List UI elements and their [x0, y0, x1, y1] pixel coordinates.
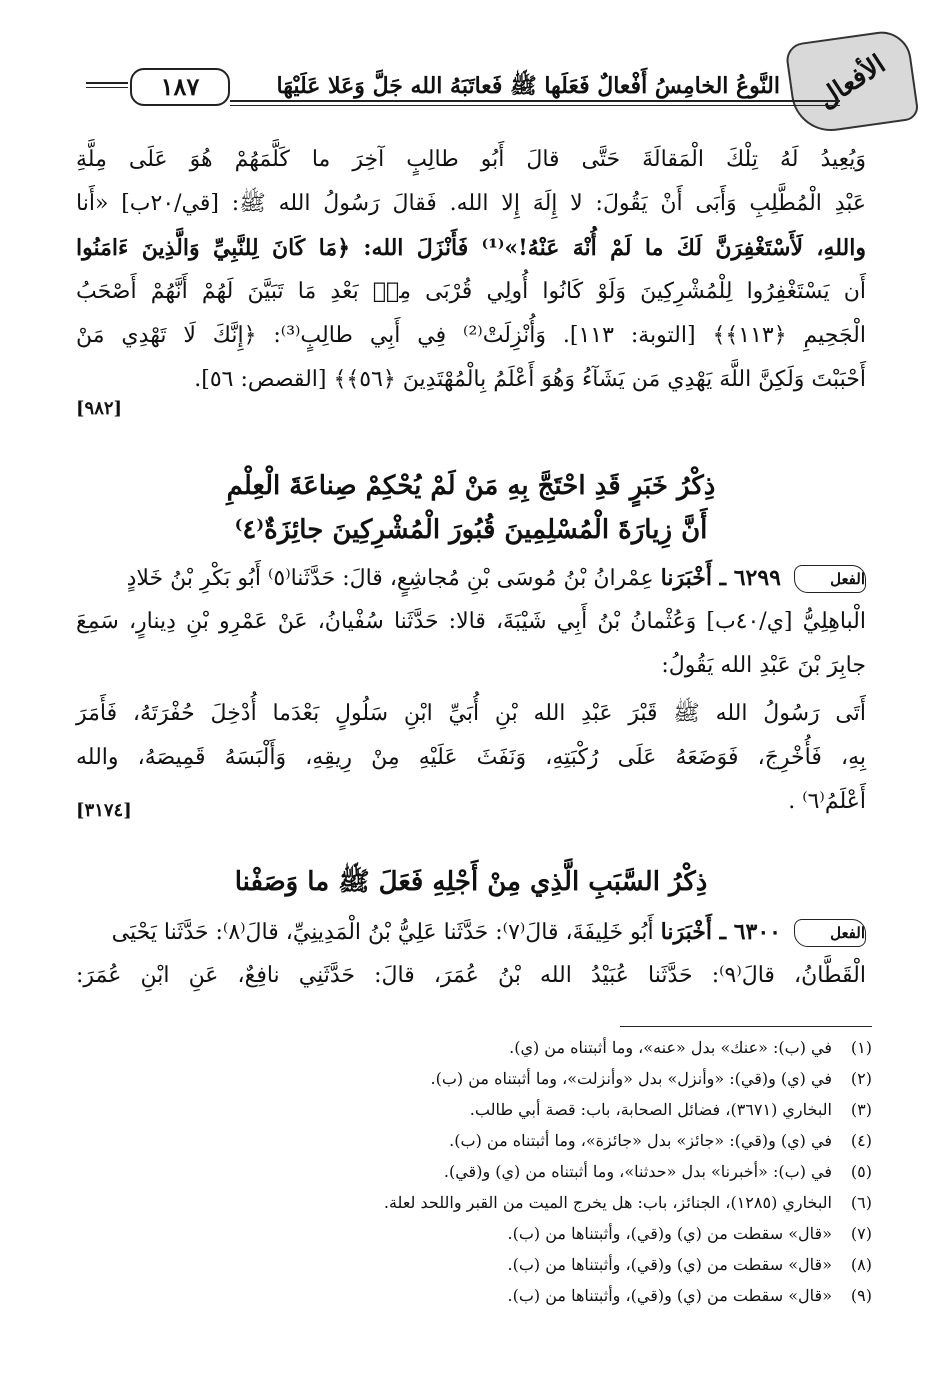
section-heading-2: ذِكْرُ السَّبَبِ الَّذِي مِنْ أَجْلِهِ فَعَلَ ﷺ ما وَصَفْنا: [234, 867, 708, 897]
hadith-text: أَبُو خَلِيفَةَ، قالَ⁽٧⁾: حَدَّثَنا عَلِيُّ بْنُ الْمَدِينِيِّ، قالَ⁽٨⁾: حَدَّثَنا يَحْيَى: [111, 920, 654, 945]
text-line: أَن يَسْتَغْفِرُوا لِلْمُشْرِكِينَ وَلَوْ كَانُوا أُولِي قُرْبَى مِنۢ بَعْدِ مَا تَبَيَّنَ لَهُمْ أَنَّهُمْ أَصْحَبُ: [76, 279, 866, 304]
footnote-number: (٧): [850, 1224, 872, 1243]
footnote-text: في (ي) و(قي): «جائز» بدل «جائزة»، وما أثبتناه من (ب).: [449, 1131, 832, 1150]
text-line: الْجَحِيمِ ﴿١١٣﴾﴾ [التوبة: ١١٣]. وَأُنْزِلَتْ⁽²⁾ فِي أَبِي طالِبٍ⁽³⁾: ﴿إِنَّكَ لَا تَهْدِي مَنْ: [76, 323, 866, 348]
hadith-tag: الفعل: [794, 565, 866, 593]
text-line: عَبْدِ الْمُطَّلِبِ وَأَبَى أَنْ يَقُولَ: لا إِلَهَ إِلا الله. فَقالَ رَسُولُ الله ﷺ: [قي/٢٠ب] «أَنا: [76, 191, 867, 216]
section-heading-1b: أَنَّ زِيارَةَ الْمُسْلِمِينَ قُبُورَ الْمُشْرِكِينَ جائِزَةٌ⁽٤⁾: [234, 515, 708, 545]
footnote-text: في (ب): «أخبرنا» بدل «حدثنا»، وما أثبتناه من (ي) و(قي).: [443, 1162, 832, 1181]
text-line: وَيُعِيدُ لَهُ تِلْكَ الْمَقالَةَ حَتَّى قالَ أَبُو طالِبٍ آخِرَ ما كَلَّمَهُمْ هُوَ عَلَى مِلَّةِ: [76, 147, 866, 172]
footnote-number: (٢): [850, 1069, 872, 1088]
footnote: [72, 1249, 872, 1280]
footnote-text: في (ب): «عنك» بدل «عنه»، وما أثبتناه من (ي).: [509, 1038, 832, 1057]
footnote-number: (١): [850, 1038, 872, 1057]
footnote-text: البخاري (١٢٨٥)، الجنائز، باب: هل يخرج الميت من القبر واللحد لعلة.: [383, 1193, 832, 1212]
section-badge: [784, 28, 920, 136]
footnote-text: البخاري (٣٦٧١)، فضائل الصحابة، باب: قصة أبي طالب.: [469, 1100, 832, 1119]
hadith-ref-3174: [٣١٧٤]: [76, 800, 132, 821]
hadith-6300-isnad: [76, 910, 866, 998]
text-line: [76, 910, 866, 954]
header-rule-left: [86, 82, 128, 88]
footnote-number: (٤): [850, 1131, 872, 1150]
header-rule: [230, 100, 840, 106]
footnotes: [72, 1032, 872, 1311]
footnote: [72, 1125, 872, 1156]
text-line: [76, 556, 866, 600]
hadith-text: عِمْرانُ بْنُ مُوسَى بْنِ مُجاشِعٍ، قالَ: حَدَّثَنا⁽٥⁾ أَبُو بَكْرِ بْنُ خَلادٍ: [126, 566, 654, 591]
footnote: [72, 1156, 872, 1187]
footnote: [72, 1094, 872, 1125]
footnote: [72, 1063, 872, 1094]
footnote: [72, 1280, 872, 1311]
footnote: [72, 1032, 872, 1063]
footnote-number: (٨): [850, 1255, 872, 1274]
footnote: [72, 1218, 872, 1249]
text-line: واللهِ، لَأَسْتَغْفِرَنَّ لَكَ ما لَمْ أُنْهَ عَنْهُ!»⁽¹⁾ فَأَنْزَلَ الله: ﴿مَا كَانَ لِلنَّبِيِّ وَالَّذِينَ ءَامَنُوا: [76, 235, 866, 261]
footnote-text: «قال» سقطت من (ي) و(قي)، وأثبتناها من (ب).: [507, 1286, 832, 1305]
text-line: أَحْبَبْتَ وَلَكِنَّ اللَّهَ يَهْدِي مَن يَشَآءُ وَهُوَ أَعْلَمُ بِالْمُهْتَدِينَ ﴿٥٦﴾﴾ [القصص: ٥٦].: [194, 367, 866, 392]
text-line: أَتَى رَسُولُ الله ﷺ قَبْرَ عَبْدِ الله بْنِ أُبَيِّ ابْنِ سَلُولٍ بَعْدَما أُدْخِلَ حُفْرَتَهُ، فَأَمَرَ: [76, 701, 866, 726]
section-badge-label: الأفعال: [812, 49, 892, 115]
text-line: بِهِ، فَأُخْرِجَ، فَوَضَعَهُ عَلَى رُكْبَتِهِ، وَنَفَثَ عَلَيْهِ مِنْ رِيقِهِ، وَأَلْبَسَهُ قَمِيصَهُ، والله: [76, 745, 866, 770]
footnote-number: (٣): [850, 1100, 872, 1119]
text-line: جابِرَ بْنَ عَبْدِ الله يَقُولُ:: [661, 653, 866, 678]
footnote-text: «قال» سقطت من (ي) و(قي)، وأثبتناها من (ب).: [507, 1224, 832, 1243]
hadith-number: ٦٣٠٠ ـ أَخْبَرَنا: [660, 919, 781, 945]
page-header: [70, 28, 920, 128]
footnote-rule: [620, 1026, 872, 1027]
footnote-text: «قال» سقطت من (ي) و(قي)، وأثبتناها من (ب).: [507, 1255, 832, 1274]
text-line: أَعْلَمُ⁽٦⁾ .: [788, 789, 866, 814]
section-heading-1a: ذِكْرُ خَبَرٍ قَدِ احْتَجَّ بِهِ مَنْ لَمْ يُحْكِمْ صِناعَةَ الْعِلْمِ: [226, 471, 716, 501]
paragraph-1: [76, 138, 866, 402]
running-title: النَّوعُ الخامِسُ أَفْعالٌ فَعَلَها ﷺ فَعاتَبَهُ الله جَلَّ وَعَلا عَلَيْهَا: [276, 73, 780, 99]
page-number: ١٨٧: [130, 68, 230, 106]
footnote-number: (٩): [850, 1286, 872, 1305]
footnote-text: في (ي) و(قي): «وأنزل» بدل «وأنزلت»، وما أثبتناه من (ب).: [430, 1069, 832, 1088]
footnote-number: (٥): [850, 1162, 872, 1181]
hadith-6299-isnad: [76, 556, 866, 688]
hadith-number: ٦٢٩٩ ـ أَخْبَرَنا: [660, 565, 781, 591]
footnote-number: (٦): [850, 1193, 872, 1212]
hadith-ref-982: [٩٨٢]: [76, 398, 123, 419]
hadith-6299-matn: [76, 692, 866, 824]
footnote: [72, 1187, 872, 1218]
text-line: الْباهِلِيُّ [ي/٤٠ب] وَعُثْمانُ بْنُ أَبِي شَيْبَةَ، قالا: حَدَّثَنا سُفْيانُ، عَنْ عَمْرِو بْنِ دِينارٍ، سَمِعَ: [76, 609, 866, 634]
text-line: الْقَطَّانُ، قالَ⁽٩⁾: حَدَّثَنا عُبَيْدُ الله بْنُ عُمَرَ، قالَ: حَدَّثَنِي نافِعٌ، عَنِ ابْنِ عُمَرَ:: [76, 963, 866, 988]
hadith-tag: الفعل: [794, 919, 866, 947]
